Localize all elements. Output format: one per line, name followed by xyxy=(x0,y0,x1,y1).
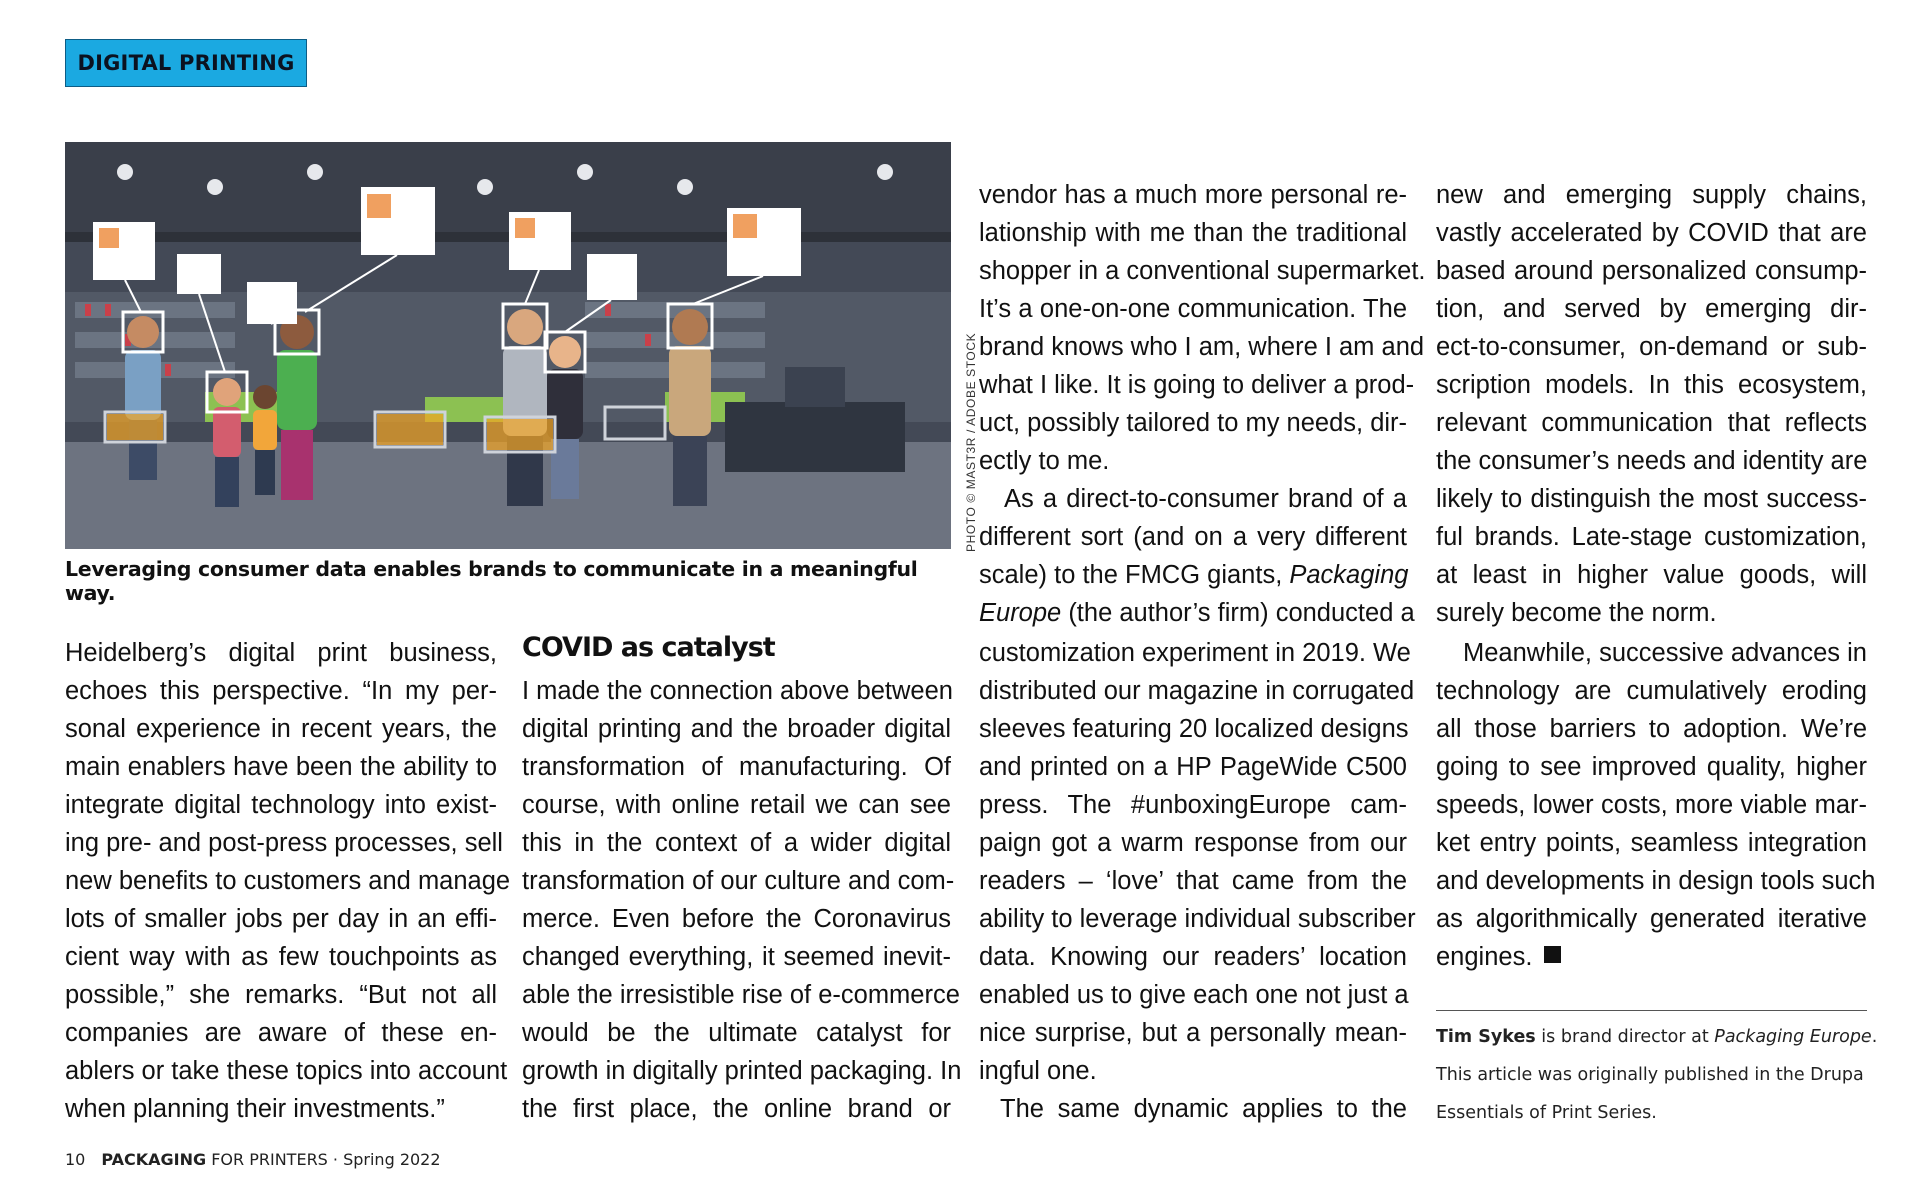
body-line: sonal experience in recent years, the xyxy=(65,715,497,743)
body-line: companies are aware of these en- xyxy=(65,1019,497,1047)
bio-divider xyxy=(1436,1010,1867,1011)
body-line: paign got a warm response from our xyxy=(979,829,1407,857)
body-line: the consumer’s needs and identity are xyxy=(1436,447,1868,475)
body-line: main enablers have been the ability to xyxy=(65,753,497,781)
supermarket-illustration-icon xyxy=(65,142,951,549)
body-line: ability to leverage individual subscriber xyxy=(979,905,1416,933)
author-name: Tim Sykes xyxy=(1436,1027,1536,1047)
body-line: ectly to me. xyxy=(979,447,1110,475)
body-line: shopper in a conventional supermarket. xyxy=(979,257,1426,285)
body-line: cient way with as few touchpoints as xyxy=(65,943,497,971)
body-line: transformation of our culture and com- xyxy=(522,867,955,895)
article-photo xyxy=(65,142,951,549)
body-line: transformation of manufacturing. Of xyxy=(522,753,951,781)
body-line: ingful one. xyxy=(979,1057,1097,1085)
body-line: I made the connection above between xyxy=(522,677,953,705)
body-text: scale) to the FMCG giants, xyxy=(979,561,1290,589)
body-line: surely become the norm. xyxy=(1436,599,1717,627)
body-line: what I like. It is going to deliver a prod- xyxy=(979,371,1415,399)
body-line: merce. Even before the Coronavirus xyxy=(522,905,951,933)
body-line: readers – ‘love’ that came from the xyxy=(979,867,1407,895)
body-line: speeds, lower costs, more viable mar- xyxy=(1436,791,1867,819)
body-line: sleeves featuring 20 localized designs xyxy=(979,715,1409,743)
end-mark-icon xyxy=(1544,946,1561,963)
body-line: ect-to-consumer, on-demand or sub- xyxy=(1436,333,1867,361)
body-line: vastly accelerated by COVID that are xyxy=(1436,219,1867,247)
body-line: customization experiment in 2019. We xyxy=(979,639,1411,667)
body-line-with-italic xyxy=(979,594,1415,632)
body-line: tion, and served by emerging dir- xyxy=(1436,295,1867,323)
body-line: lationship with me than the traditional xyxy=(979,219,1407,247)
body-line: new and emerging supply chains, xyxy=(1436,181,1867,209)
page-footer xyxy=(65,1150,441,1169)
body-line: ket entry points, seamless integration xyxy=(1436,829,1867,857)
body-line: relevant communication that reflects xyxy=(1436,409,1867,437)
author-bio xyxy=(1436,1018,1877,1056)
subheading: COVID as catalyst xyxy=(522,632,775,663)
body-line: ablers or take these topics into account xyxy=(65,1057,508,1085)
body-line: press. The #unboxingEurope cam- xyxy=(979,791,1407,819)
body-line: able the irresistible rise of e-commerce xyxy=(522,981,960,1009)
body-line: technology are cumulatively eroding xyxy=(1436,677,1867,705)
magazine-issue: FOR PRINTERS · Spring 2022 xyxy=(206,1150,441,1169)
body-line: when planning their investments.” xyxy=(65,1095,445,1123)
body-line: all those barriers to adoption. We’re xyxy=(1436,715,1867,743)
body-line: course, with online retail we can see xyxy=(522,791,951,819)
body-line: integrate digital technology into exist- xyxy=(65,791,497,819)
body-line: and developments in design tools such xyxy=(1436,867,1876,895)
body-line: nice surprise, but a personally mean- xyxy=(979,1019,1407,1047)
body-line: distributed our magazine in corrugated xyxy=(979,677,1415,705)
body-line: echoes this perspective. “In my per- xyxy=(65,677,497,705)
body-line: new benefits to customers and manage xyxy=(65,867,511,895)
body-line: Meanwhile, successive advances in xyxy=(1463,639,1867,667)
publication-name: Europe xyxy=(979,599,1062,627)
body-line: as algorithmically generated iterative xyxy=(1436,905,1867,933)
body-line-with-italic xyxy=(979,556,1407,594)
section-tag: DIGITAL PRINTING xyxy=(65,39,307,87)
bio-line: This article was originally published in the Drupa xyxy=(1436,1065,1864,1085)
body-line: scription models. In this ecosystem, xyxy=(1436,371,1867,399)
body-line-end xyxy=(1436,938,1867,976)
body-line: going to see improved quality, higher xyxy=(1436,753,1867,781)
body-line: As a direct-to-consumer brand of a xyxy=(1004,485,1407,513)
page-number: 10 xyxy=(65,1150,86,1169)
body-line: brand knows who I am, where I am and xyxy=(979,333,1425,361)
body-line: lots of smaller jobs per day in an effi- xyxy=(65,905,497,933)
body-line: would be the ultimate catalyst for xyxy=(522,1019,951,1047)
bio-text: is brand director at xyxy=(1535,1027,1715,1047)
body-line: ful brands. Late-stage customization, xyxy=(1436,523,1867,551)
body-line: Heidelberg’s digital print business, xyxy=(65,639,497,667)
body-line: and printed on a HP PageWide C500 xyxy=(979,753,1407,781)
body-line: the first place, the online brand or xyxy=(522,1095,951,1123)
body-line: It’s a one-on-one communication. The xyxy=(979,295,1407,323)
body-line: digital printing and the broader digital xyxy=(522,715,951,743)
body-line: ing pre- and post-press processes, sell xyxy=(65,829,503,857)
bio-line: Essentials of Print Series. xyxy=(1436,1103,1657,1123)
body-line: different sort (and on a very different xyxy=(979,523,1407,551)
body-line: data. Knowing our readers’ location xyxy=(979,943,1407,971)
body-line: this in the context of a wider digital xyxy=(522,829,951,857)
body-text: (the author’s firm) conducted a xyxy=(1061,599,1415,627)
body-line: changed everything, it seemed inevit- xyxy=(522,943,951,971)
bio-text: . xyxy=(1871,1027,1878,1047)
body-line: The same dynamic applies to the xyxy=(1000,1095,1407,1123)
body-line: likely to distinguish the most success- xyxy=(1436,485,1867,513)
publication-name: Packaging xyxy=(1289,561,1409,589)
body-line: uct, possibly tailored to my needs, dir- xyxy=(979,409,1408,437)
photo-credit: PHOTO © MAST3R / ADOBE STOCK xyxy=(964,332,978,552)
body-line: based around personalized consump- xyxy=(1436,257,1867,285)
body-line: vendor has a much more personal re- xyxy=(979,181,1407,209)
body-line: enabled us to give each one not just a xyxy=(979,981,1409,1009)
body-line: possible,” she remarks. “But not all xyxy=(65,981,497,1009)
body-line: at least in higher value goods, will xyxy=(1436,561,1867,589)
publication-name: Packaging Europe xyxy=(1714,1027,1872,1047)
photo-caption: Leveraging consumer data enables brands to communicate in a meaningful way. xyxy=(65,557,918,605)
magazine-brand: PACKAGING xyxy=(101,1150,207,1169)
body-text: engines. xyxy=(1436,943,1533,971)
body-line: growth in digitally printed packaging. In xyxy=(522,1057,962,1085)
